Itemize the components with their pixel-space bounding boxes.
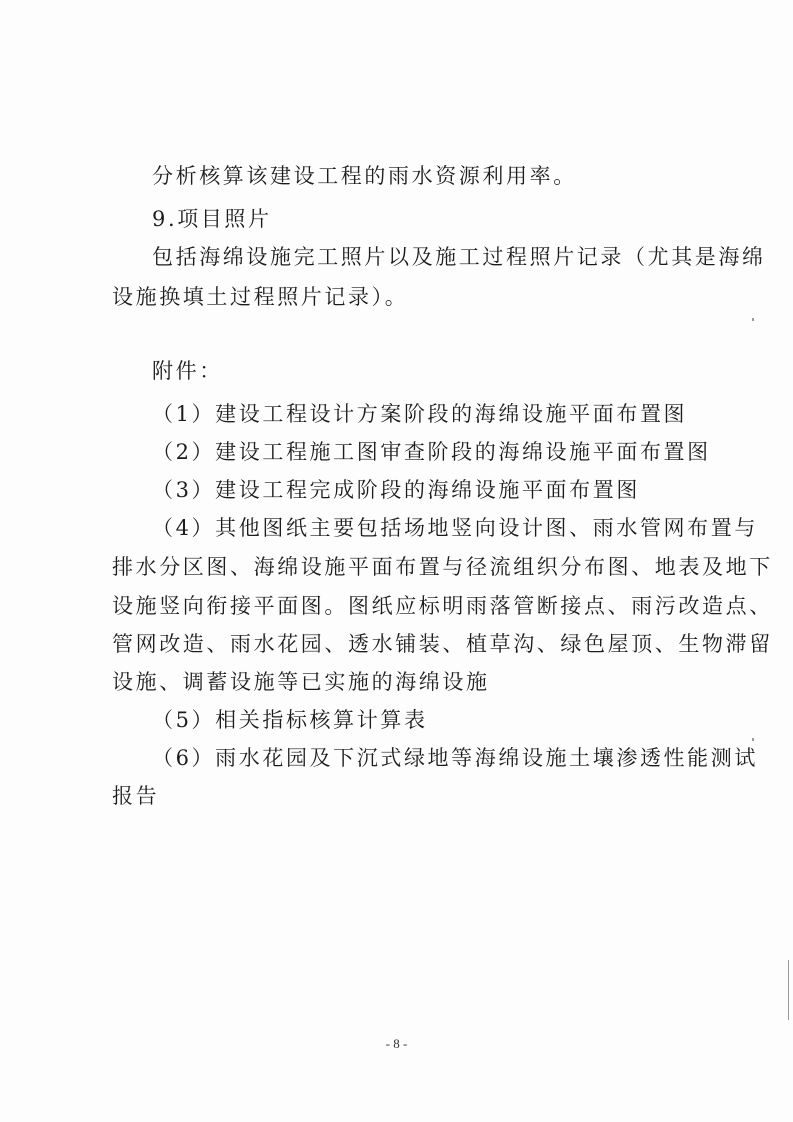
text-line-photos-desc: 包括海绵设施完工照片以及施工过程照片记录（尤其是海绵 <box>152 245 766 269</box>
attachment-item-1: （1）建设工程设计方案阶段的海绵设施平面布置图 <box>152 402 688 426</box>
text-line-photos-desc-cont: 设施换填土过程照片记录）。 <box>112 285 409 309</box>
page-number: - 8 - <box>385 1036 408 1051</box>
scan-edge-mark <box>788 960 789 1020</box>
attachment-item-4-cont-2: 设施竖向衔接平面图。图纸应标明雨落管断接点、雨污改造点、 <box>112 594 773 618</box>
attachment-item-4-cont-3: 管网改造、雨水花园、透水铺装、植草沟、绿色屋顶、生物滞留 <box>112 632 773 656</box>
attachment-item-4: （4）其他图纸主要包括场地竖向设计图、雨水管网布置与 <box>152 516 758 540</box>
scan-speck <box>752 738 754 741</box>
attachment-item-6-cont: 报告 <box>112 784 160 808</box>
scan-speck <box>752 318 754 321</box>
attachment-item-3: （3）建设工程完成阶段的海绵设施平面布置图 <box>152 478 640 502</box>
heading-project-photos: 9.项目照片 <box>152 207 272 231</box>
attachment-item-4-cont-1: 排水分区图、海绵设施平面布置与径流组织分布图、地表及地下 <box>112 555 773 579</box>
attachment-item-2: （2）建设工程施工图审查阶段的海绵设施平面布置图 <box>152 440 711 464</box>
attachment-item-4-cont-4: 设施、调蓄设施等已实施的海绵设施 <box>112 670 490 694</box>
attachment-item-6: （6）雨水花园及下沉式绿地等海绵设施土壤渗透性能测试 <box>152 746 758 770</box>
attachment-item-5: （5）相关指标核算计算表 <box>152 708 428 732</box>
text-line-rainwater-utilization: 分析核算该建设工程的雨水资源利用率。 <box>152 164 577 188</box>
heading-attachments: 附件： <box>152 359 223 383</box>
